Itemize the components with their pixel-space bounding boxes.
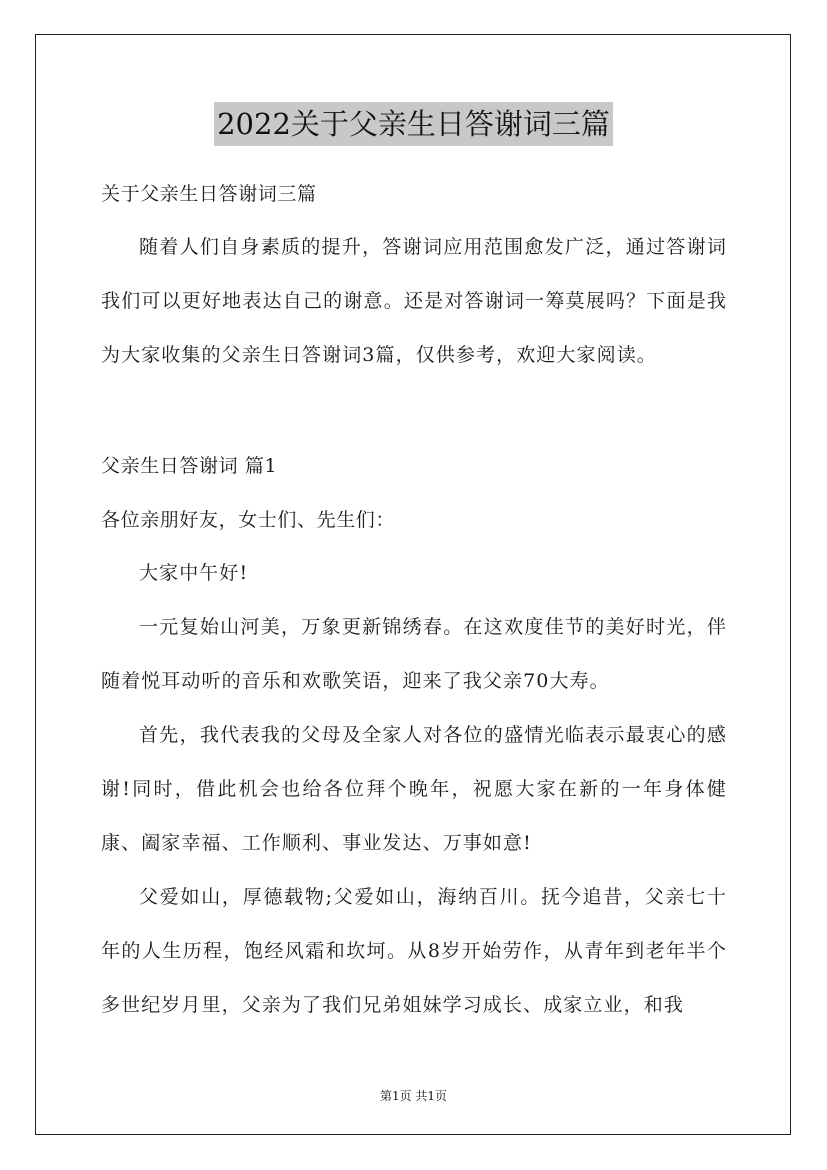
intro-paragraph: 随着人们自身素质的提升，答谢词应用范围愈发广泛，通过答谢词我们可以更好地表达自己的谢意。还是对答谢词一筹莫展吗？下面是我为大家收集的父亲生日答谢词3篇，仅供参考，欢迎大家阅读。: [101, 236, 727, 366]
title-container: [0, 102, 827, 146]
body-paragraph-3: 首先，我代表我的父母及全家人对各位的盛情光临表示最衷心的感谢!同时，借此机会也给各位拜个晚年，祝愿大家在新的一年身体健康、阖家幸福、工作顺利、事业发达、万事如意!: [101, 724, 727, 854]
page-footer: 第1页 共1页: [379, 1089, 448, 1103]
body-paragraph-4: 父爱如山，厚德载物;父爱如山，海纳百川。抚今追昔，父亲七十年的人生历程，饱经风霜和坎坷。从8岁开始劳作，从青年到老年半个多世纪岁月里，父亲为了我们兄弟姐妹学习成长、成家立业，和我: [101, 886, 727, 1016]
section-heading: 父亲生日答谢词 篇1: [101, 455, 278, 477]
body-paragraph-1: 大家中午好!: [139, 562, 249, 584]
body-paragraph-2: 一元复始山河美，万象更新锦绣春。在这欢度佳节的美好时光，伴随着悦耳动听的音乐和欢歌笑语，迎来了我父亲70大寿。: [101, 616, 727, 692]
greeting-line: 各位亲朋好友，女士们、先生们：: [101, 509, 396, 531]
document-title: 2022关于父亲生日答谢词三篇: [214, 102, 613, 146]
document-subtitle: 关于父亲生日答谢词三篇: [101, 183, 317, 205]
